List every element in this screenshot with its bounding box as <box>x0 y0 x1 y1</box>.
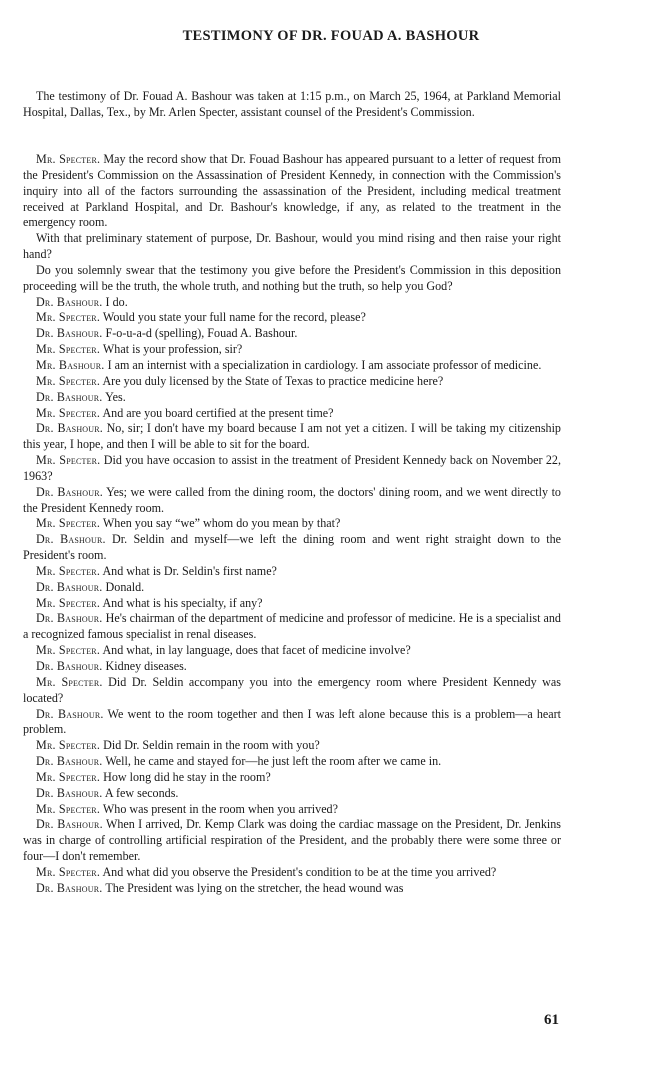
speaker-label: Mr. Bashour. <box>36 357 105 372</box>
speaker-label: Mr. Specter. <box>36 405 101 420</box>
speaker-label: Dr. Bashour. <box>36 532 106 547</box>
testimony-paragraph <box>23 564 561 580</box>
testimony-paragraph <box>23 596 561 612</box>
testimony-dialogue <box>23 152 561 897</box>
speech-text: A few seconds. <box>104 785 179 800</box>
testimony-paragraph <box>23 485 561 517</box>
testimony-paragraph <box>23 406 561 422</box>
speech-text: No, sir; I don't have my board because I am not yet a citizen. I will be taking my citizenship this year, I hope, and then I will be able to sit for the board. <box>23 421 561 452</box>
speech-text: I do. <box>105 294 128 309</box>
testimony-paragraph <box>23 707 561 739</box>
testimony-paragraph <box>23 611 561 643</box>
speaker-label: Dr. Bashour. <box>36 611 103 626</box>
speech-text: And what is his specialty, if any? <box>102 595 263 610</box>
speaker-label: Mr. Specter. <box>36 674 103 689</box>
speech-text: Dr. Seldin and myself—we left the dining room and went right straight down to the President's room. <box>23 532 561 563</box>
speech-text: F-o-u-a-d (spelling), Fouad A. Bashour. <box>105 326 298 341</box>
speech-text: Did Dr. Seldin remain in the room with you? <box>103 738 320 753</box>
speech-text: Would you state your full name for the record, please? <box>102 310 366 325</box>
speech-text: He's chairman of the department of medicine and professor of medicine. He is a specialist and a recognized famous specialist in renal diseases. <box>23 611 561 642</box>
testimony-paragraph <box>23 580 561 596</box>
speech-text: Did you have occasion to assist in the treatment of President Kennedy back on November 22, 1963? <box>23 453 561 483</box>
speaker-label: Dr. Bashour. <box>36 294 103 309</box>
speech-text: With that preliminary statement of purpose, Dr. Bashour, would you mind rising and then raise your right hand? <box>23 231 561 262</box>
testimony-paragraph <box>23 358 561 374</box>
testimony-paragraph <box>23 881 561 897</box>
speech-text: And are you board certified at the present time? <box>102 405 334 420</box>
testimony-paragraph <box>23 817 561 865</box>
speech-text: I am an internist with a specialization in cardiology. I am associate professor of medicine. <box>107 357 542 372</box>
speaker-label: Mr. Specter. <box>36 342 101 357</box>
testimony-paragraph <box>23 532 561 564</box>
testimony-paragraph <box>23 786 561 802</box>
speech-text: Do you solemnly swear that the testimony you give before the President's Commission in this deposition proceeding will be the truth, the whole truth, and nothing but the truth, so help you God? <box>23 262 561 293</box>
speaker-label: Dr. Bashour. <box>36 706 104 721</box>
testimony-paragraph <box>23 865 561 881</box>
speaker-label: Mr. Specter. <box>36 769 101 784</box>
speech-text: What is your profession, sir? <box>102 342 243 357</box>
testimony-paragraph <box>23 152 561 231</box>
testimony-paragraph <box>23 295 561 311</box>
testimony-paragraph <box>23 516 561 532</box>
testimony-paragraph <box>23 326 561 342</box>
testimony-paragraph <box>23 421 561 453</box>
testimony-paragraph <box>23 453 561 485</box>
speaker-label: Mr. Specter. <box>36 453 101 468</box>
speaker-label: Dr. Bashour. <box>36 389 103 404</box>
speaker-label: Dr. Bashour. <box>36 484 103 499</box>
speaker-label: Mr. Specter. <box>36 801 101 816</box>
testimony-paragraph <box>23 342 561 358</box>
testimony-paragraph <box>23 310 561 326</box>
speech-text: Well, he came and stayed for—he just left the room after we came in. <box>105 754 442 769</box>
testimony-paragraph <box>23 390 561 406</box>
speech-text: Who was present in the room when you arrived? <box>102 801 338 816</box>
speaker-label: Dr. Bashour. <box>36 817 103 832</box>
speech-text: Donald. <box>105 579 145 594</box>
speaker-label: Mr. Specter. <box>36 516 101 531</box>
speaker-label: Mr. Specter. <box>36 152 101 166</box>
testimony-paragraph <box>23 738 561 754</box>
speaker-label: Dr. Bashour. <box>36 579 103 594</box>
testimony-paragraph <box>23 754 561 770</box>
speaker-label: Dr. Bashour. <box>36 785 103 800</box>
speaker-label: Mr. Specter. <box>36 643 101 658</box>
speech-text: Are you duly licensed by the State of Texas to practice medicine here? <box>102 373 444 388</box>
speaker-label: Mr. Specter. <box>36 595 101 610</box>
speech-text: How long did he stay in the room? <box>103 769 271 784</box>
speaker-label: Dr. Bashour. <box>36 754 103 769</box>
speaker-label: Mr. Specter. <box>36 864 101 879</box>
page-title: TESTIMONY OF DR. FOUAD A. BASHOUR <box>182 28 480 44</box>
speech-text: We went to the room together and then I was left alone because this is a problem—a heart problem. <box>23 706 561 737</box>
speaker-label: Dr. Bashour. <box>36 326 103 341</box>
speech-text: When you say “we” whom do you mean by that? <box>102 516 341 531</box>
speech-text: Yes; we were called from the dining room, the doctors' dining room, and we went directly to the President Kennedy room. <box>23 484 561 515</box>
intro-paragraph <box>23 89 561 121</box>
testimony-paragraph <box>23 643 561 659</box>
testimony-paragraph <box>23 374 561 390</box>
speaker-label: Mr. Specter. <box>36 563 101 578</box>
speech-text: And what, in lay language, does that facet of medicine involve? <box>102 643 411 658</box>
speech-text: May the record show that Dr. Fouad Bashour has appeared pursuant to a letter of request from the President's Commission on the Assassination of President Kennedy, in connection with the Commission's inquiry into all of the factors surrounding the assassination of the President, including medical treatment received at Parkland Hospital, and Dr. Bashour's knowledge, if any, as related to the treatment in the emergency room. <box>23 152 561 230</box>
speech-text: Did Dr. Seldin accompany you into the emergency room where President Kennedy was located? <box>23 674 561 705</box>
testimony-paragraph <box>23 659 561 675</box>
testimony-paragraph <box>23 802 561 818</box>
speaker-label: Mr. Specter. <box>36 310 101 325</box>
speaker-label: Mr. Specter. <box>36 738 101 753</box>
speaker-label: Dr. Bashour. <box>36 880 103 895</box>
intro-text: The testimony of Dr. Fouad A. Bashour was taken at 1:15 p.m., on March 25, 1964, at Parkland Memorial Hospital, Dallas, Tex., by Mr. Arlen Specter, assistant counsel of the President's Commission. <box>23 89 561 119</box>
speech-text: And what did you observe the President's condition to be at the time you arrived? <box>102 864 497 879</box>
page-number: 61 <box>544 1012 559 1028</box>
testimony-paragraph <box>23 770 561 786</box>
speaker-label: Dr. Bashour. <box>36 659 103 673</box>
speech-text: Yes. <box>105 389 126 404</box>
speech-text: The President was lying on the stretcher, the head wound was <box>105 880 404 895</box>
speech-text: Kidney diseases. <box>105 659 187 673</box>
speaker-label: Dr. Bashour. <box>36 421 104 436</box>
testimony-paragraph <box>23 263 561 295</box>
speech-text: When I arrived, Dr. Kemp Clark was doing the cardiac massage on the President, Dr. Jenkins was in charge of controlling artificial respiration of the President, and the probably there were some three or four—I don't remember. <box>23 817 561 864</box>
speaker-label: Mr. Specter. <box>36 373 101 388</box>
speech-text: And what is Dr. Seldin's first name? <box>102 563 277 578</box>
testimony-paragraph <box>23 231 561 263</box>
testimony-paragraph <box>23 675 561 707</box>
